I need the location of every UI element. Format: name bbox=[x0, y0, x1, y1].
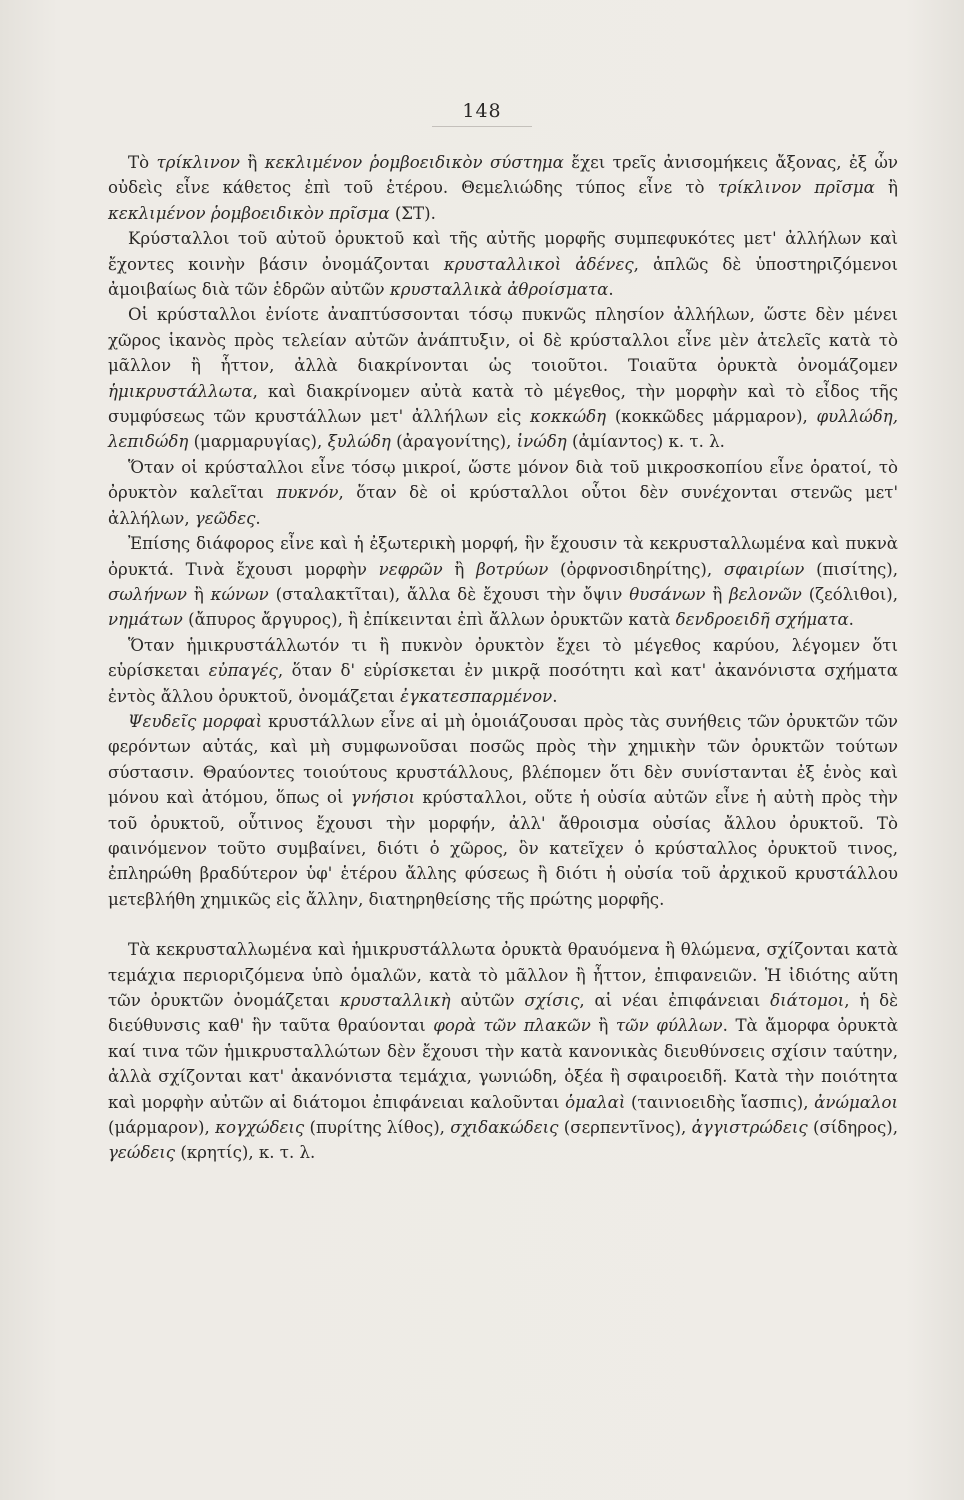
italic-term: ἀγγιστρώδεις bbox=[691, 1118, 808, 1138]
italic-term: Ψευδεῖς μορφαὶ bbox=[128, 711, 263, 731]
paragraph-semicrystalline: Οἱ κρύσταλλοι ἐνίοτε ἀναπτύσσονται τόσῳ πυκνῶς πλησίον ἀλλήλων, ὥστε δὲν μένει χῶρος ἱκανὸς πρὸς τελείαν αὐτῶν ἀνάπτυξιν, οἱ δὲ κρύσταλλοι εἶνε μὲν ἀτελεῖς κατὰ τὸ μᾶλλον ἢ ἧττον, ἀλλὰ διακρίνονται ὡς τοιοῦτοι. Τοιαῦτα ὀρυκτὰ ὀνομάζομεν ἡμικρυστάλλωτα, καὶ διακρίνομεν αὐτὰ κατὰ τὸ μέγεθος, τὴν μορφὴν καὶ τὸ εἶδος τῆς συμφύσεως τῶν κρυστάλλων μετ' ἀλλήλων εἰς κοκκώδη (κοκκῶδες μάρμαρον), φυλλώδη, λεπιδώδη (μαρμαρυγίας), ξυλώδη (ἀραγονίτης), ἰνώδη (ἀμίαντος) κ. τ. λ. bbox=[108, 305, 898, 452]
italic-term: διάτομοι bbox=[770, 991, 845, 1010]
italic-term: κρυσταλλικοὶ ἀδένες bbox=[443, 254, 634, 274]
italic-term: κώνων bbox=[210, 584, 269, 604]
italic-term: κρυσταλλικὰ ἀθροίσματα bbox=[389, 280, 609, 300]
italic-term: νεφρῶν bbox=[378, 559, 443, 579]
italic-term: γεῶδες bbox=[194, 508, 256, 528]
italic-term: βοτρύων bbox=[476, 559, 549, 579]
italic-term: ὁμαλαὶ bbox=[565, 1092, 626, 1112]
italic-term: κοκκώδη bbox=[530, 407, 607, 427]
page-number: 148 bbox=[462, 100, 502, 122]
italic-term: κεκλιμένον ῥομβοειδικὸν σύστημα bbox=[264, 153, 564, 172]
italic-term: ἡμικρυστάλλωτα bbox=[108, 381, 253, 401]
italic-term: γεώδεις bbox=[108, 1143, 176, 1163]
italic-term: κεκλιμένον ῥομβοειδικὸν πρῖσμα bbox=[108, 203, 390, 223]
italic-term: τῶν φύλλων bbox=[615, 1016, 723, 1036]
italic-term: θυσάνων bbox=[629, 584, 706, 604]
italic-term: ἰνώδη bbox=[516, 432, 567, 452]
italic-term: γνήσιοι bbox=[350, 788, 416, 808]
italic-term: σχιδακώδεις bbox=[450, 1118, 559, 1138]
italic-term: εὐπαγές bbox=[208, 661, 278, 681]
header-rule bbox=[432, 126, 532, 127]
italic-term: ἐγκατεσπαρμένον bbox=[400, 686, 553, 706]
italic-term: τρίκλινον πρῖσμα bbox=[717, 178, 875, 198]
italic-term: βελονῶν bbox=[729, 584, 802, 604]
paragraph-triclinic-system: Τὸ τρίκλινον ἢ κεκλιμένον ῥομβοειδικὸν σύστημα ἔχει τρεῖς ἀνισομήκεις ἄξονας, ἐξ ὧν οὐδεὶς εἶνε κάθετος ἐπὶ τοῦ ἑτέρου. Θεμελιώδης τύπος εἶνε τὸ τρίκλινον πρῖσμα ἢ κεκλιμένον ῥομβοειδικὸν πρῖσμα (ΣΤ). bbox=[108, 153, 899, 223]
italic-term: σωλήνων bbox=[108, 584, 188, 604]
paragraph-external-forms: Ἐπίσης διάφορος εἶνε καὶ ἡ ἐξωτερικὴ μορφή, ἣν ἔχουσιν τὰ κεκρυσταλλωμένα καὶ πυκνὰ ὀρυκτά. Τινὰ ἔχουσι μορφὴν νεφρῶν ἢ βοτρύων (ὀρφνοσιδηρίτης), σφαιρίων (πισίτης), σωλήνων ἢ κώνων (σταλακτῖται), ἄλλα δὲ ἔχουσι τὴν ὄψιν θυσάνων ἢ βελονῶν (ζεόλιθοι), νημάτων (ἄπυρος ἄργυρος), ἢ ἐπίκεινται ἐπὶ ἄλλων ὀρυκτῶν κατὰ δενδροειδῆ σχήματα. bbox=[108, 534, 899, 630]
italic-term: ξυλώδη bbox=[327, 432, 391, 452]
italic-term: πυκνόν bbox=[276, 483, 339, 503]
italic-term: κογχώδεις bbox=[215, 1118, 305, 1138]
body-text bbox=[108, 150, 898, 1166]
italic-term: φορὰ τῶν πλακῶν bbox=[433, 1016, 591, 1036]
italic-term: σφαιρίων bbox=[723, 559, 805, 579]
paragraph-crystal-aggregates: Κρύσταλλοι τοῦ αὐτοῦ ὀρυκτοῦ καὶ τῆς αὐτῆς μορφῆς συμπεφυκότες μετ' ἀλλήλων καὶ ἔχοντες κοινὴν βάσιν ὀνομάζονται κρυσταλλικοὶ ἀδένες, ἁπλῶς δὲ ὑποστηριζόμενοι ἀμοιβαίως διὰ τῶν ἑδρῶν αὐτῶν κρυσταλλικὰ ἀθροίσματα. bbox=[108, 229, 898, 300]
paragraph-dense-earthy: Ὅταν οἱ κρύσταλλοι εἶνε τόσῳ μικροί, ὥστε μόνον διὰ τοῦ μικροσκοπίου εἶνε ὁρατοί, τὸ ὀρυκτὸν καλεῖται πυκνόν, ὅταν δὲ οἱ κρύσταλλοι οὗτοι δὲν συνέχονται στενῶς μετ' ἀλλήλων, γεῶδες. bbox=[108, 457, 898, 528]
italic-term: τρίκλινον bbox=[156, 153, 240, 172]
paragraph-compact-disseminated: Ὅταν ἡμικρυστάλλωτόν τι ἢ πυκνὸν ὀρυκτὸν ἔχει τὸ μέγεθος καρύου, λέγομεν ὅτι εὑρίσκεται εὐπαγές, ὅταν δ' εὑρίσκεται ἐν μικρᾷ ποσότητι καὶ κατ' ἀκανόνιστα σχήματα ἐντὸς ἄλλου ὀρυκτοῦ, ὀνομάζεται ἐγκατεσπαρμένον. bbox=[108, 635, 898, 706]
paragraph-pseudomorphs: Ψευδεῖς μορφαὶ κρυστάλλων εἶνε αἱ μὴ ὁμοιάζουσαι πρὸς τὰς συνήθεις τῶν ὀρυκτῶν τῶν φερόντων αὐτάς, καὶ μὴ συμφωνοῦσαι ποσῶς πρὸς τὴν χημικὴν τῶν ὀρυκτῶν τούτων σύστασιν. Θραύοντες τοιούτους κρυστάλλους, βλέπομεν ὅτι δὲν συνίστανται ἐξ ἑνὸς καὶ μόνου καὶ ἀτόμου, ὅπως οἱ γνήσιοι κρύσταλλοι, οὔτε ἡ οὐσία αὐτῶν εἶνε ἡ αὐτὴ πρὸς τὴν τοῦ ὀρυκτοῦ, οὗτινος ἔχουσι τὴν μορφήν, ἀλλ' ἄθροισμα οὐσίας ἄλλου ὀρυκτοῦ. Τὸ φαινόμενον τοῦτο συμβαίνει, διότι ὁ χῶρος, ὃν κατεῖχεν ὁ κρύσταλλος ὀρυκτοῦ τινος, ἐπληρώθη βραδύτερον ὑφ' ἑτέρου ἄλλης φύσεως ἢ διότι ἡ οὐσία τοῦ ἀρχικοῦ κρυστάλλου μετεβλήθη χημικῶς εἰς ἄλλην, διατηρηθείσης τῆς πρώτης μορφῆς. bbox=[108, 711, 899, 909]
italic-term: σχίσις bbox=[524, 991, 580, 1010]
italic-term: κρυσταλλικὴ bbox=[339, 991, 451, 1010]
italic-term: ἀνώμαλοι bbox=[814, 1092, 898, 1112]
italic-term: δενδροειδῆ σχήματα bbox=[675, 610, 849, 630]
paragraph-cleavage-fracture: Τὰ κεκρυσταλλωμένα καὶ ἡμικρυστάλλωτα ὀρυκτὰ θραυόμενα ἢ θλώμενα, σχίζονται κατὰ τεμάχια περιοριζόμενα ὑπὸ ὁμαλῶν, κατὰ τὸ μᾶλλον ἢ ἧττον, ἐπιφανειῶν. Ἡ ἰδιότης αὕτη τῶν ὀρυκτῶν ὀνομάζεται κρυσταλλικὴ αὐτῶν σχίσις, αἱ νέαι ἐπιφάνειαι διάτομοι, ἡ δὲ διεύθυνσις καθ' ἣν ταῦτα θραύονται φορὰ τῶν πλακῶν ἢ τῶν φύλλων. Τὰ ἄμορφα ὀρυκτὰ καί τινα τῶν ἡμικρυσταλλώτων δὲν ἔχουσι τὴν κατὰ κανονικὰς διευθύνσεις σχίσιν ταύτην, ἀλλὰ σχίζονται κατ' ἀκανόνιστα τεμάχια, γωνιώδη, ὀξέα ἢ σφαιροειδῆ. Κατὰ τὴν ποιότητα καὶ μορφὴν αὐτῶν αἱ διάτομοι ἐπιφάνειαι καλοῦνται ὁμαλαὶ (ταινιοειδὴς ἴασπις), ἀνώμαλοι (μάρμαρον), κογχώδεις (πυρίτης λίθος), σχιδακώδεις (σερπεντῖνος), ἀγγιστρώδεις (σίδηρος), γεώδεις (κρητίς), κ. τ. λ. bbox=[108, 940, 898, 1163]
italic-term: φυλλώδη, λεπιδώδη bbox=[108, 407, 898, 452]
italic-term: νημάτων bbox=[108, 610, 183, 630]
